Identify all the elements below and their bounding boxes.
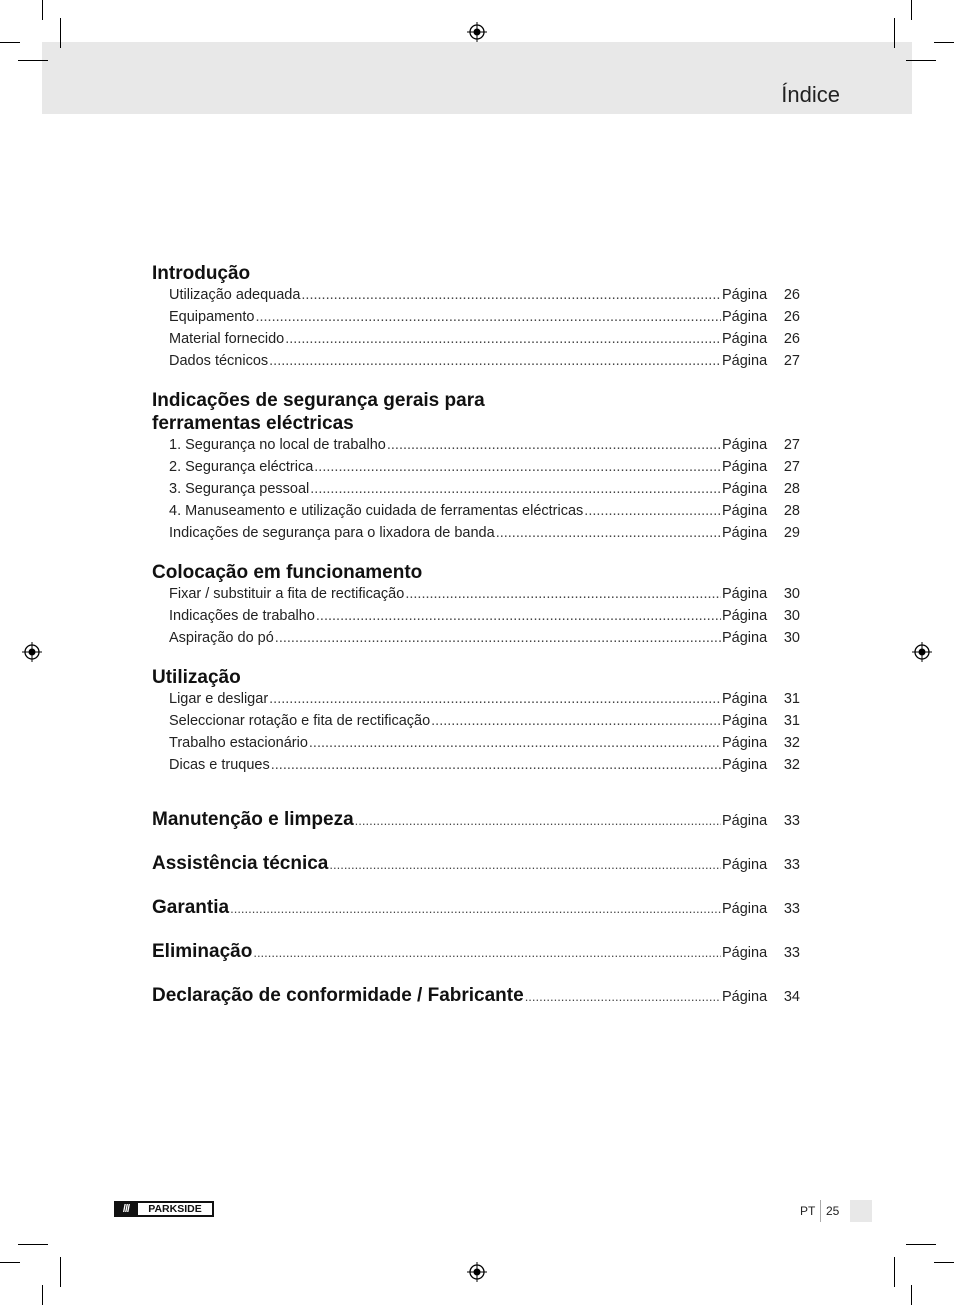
page-word: Página [722, 813, 768, 829]
page-number: 27 [783, 459, 800, 475]
leader-dots [310, 481, 721, 497]
toc-heading-entry[interactable] [152, 897, 800, 929]
entry-page [722, 630, 800, 646]
page-number: 28 [783, 481, 800, 497]
crop-mark [42, 1285, 43, 1305]
page-word: Página [722, 901, 768, 917]
entry-page [722, 901, 800, 917]
toc-entry[interactable] [152, 630, 800, 652]
page-word: Página [722, 459, 768, 475]
page-word: Página [722, 353, 768, 369]
toc-entry[interactable] [152, 757, 800, 779]
registration-mark-icon [22, 642, 42, 662]
entry-label: Ligar e desligar [169, 691, 269, 707]
page-number: 33 [783, 901, 800, 917]
crop-mark [0, 42, 20, 43]
page-word: Página [722, 309, 768, 325]
toc-entry[interactable] [152, 525, 800, 547]
entry-label: Equipamento [169, 309, 255, 325]
entry-page [722, 287, 800, 303]
page-number: 28 [783, 503, 800, 519]
leader-dots [255, 309, 721, 325]
toc-entry[interactable] [152, 331, 800, 353]
entry-page [722, 331, 800, 347]
leader-dots [253, 945, 721, 960]
entry-label: Indicações de segurança para o lixadora de banda [169, 525, 495, 541]
leader-dots [431, 713, 721, 729]
entry-page [722, 945, 800, 961]
toc-entry[interactable] [152, 503, 800, 525]
page-number: 26 [783, 331, 800, 347]
page-number: 33 [783, 857, 800, 873]
leader-dots [285, 331, 721, 347]
entry-page [722, 813, 800, 829]
footer-page-number: 25 [826, 1204, 840, 1218]
page-title: Índice [781, 82, 840, 107]
toc-entry[interactable] [152, 691, 800, 713]
toc-entry[interactable] [152, 353, 800, 375]
crop-mark [60, 1257, 61, 1287]
entry-label: Indicações de trabalho [169, 608, 315, 624]
leader-dots [584, 503, 721, 519]
section-title: Colocação em funcionamento [152, 562, 423, 583]
leader-dots [316, 608, 721, 624]
page-number: 31 [783, 691, 800, 707]
crop-mark [894, 18, 895, 48]
logo-text: PARKSIDE [138, 1203, 212, 1215]
crop-mark [894, 1257, 895, 1287]
entry-page [722, 525, 800, 541]
entry-page [722, 857, 800, 873]
crop-mark [18, 60, 48, 61]
entry-label: 3. Segurança pessoal [169, 481, 310, 497]
entry-label: Seleccionar rotação e fita de rectificação [169, 713, 431, 729]
footer-divider [820, 1200, 821, 1222]
entry-page [722, 503, 800, 519]
leader-dots [329, 857, 721, 872]
page-word: Página [722, 989, 768, 1005]
heading-label: Assistência técnica [152, 853, 329, 874]
page-word: Página [722, 586, 768, 602]
crop-mark [60, 18, 61, 48]
heading-label: Garantia [152, 897, 230, 918]
page-number: 30 [783, 608, 800, 624]
page-number: 27 [783, 353, 800, 369]
leader-dots [309, 735, 721, 751]
leader-dots [405, 586, 721, 602]
entry-page [722, 437, 800, 453]
leader-dots [230, 901, 721, 916]
page-word: Página [722, 503, 768, 519]
toc-section-utilizacao [152, 666, 800, 779]
toc-entry[interactable] [152, 309, 800, 331]
toc-entry[interactable] [152, 287, 800, 309]
crop-mark [42, 0, 43, 20]
leader-dots [301, 287, 721, 303]
page-number: 32 [783, 735, 800, 751]
entry-label: Aspiração do pó [169, 630, 274, 646]
page-word: Página [722, 945, 768, 961]
heading-label: Eliminação [152, 941, 253, 962]
entry-page [722, 989, 800, 1005]
crop-mark [911, 1285, 912, 1305]
toc-entry[interactable] [152, 713, 800, 735]
registration-mark-icon [467, 22, 487, 42]
entry-label: Dados técnicos [169, 353, 269, 369]
page-number: 32 [783, 757, 800, 773]
section-title: Introdução [152, 263, 251, 284]
page-word: Página [722, 857, 768, 873]
crop-mark [906, 1244, 936, 1245]
page-number: 33 [783, 813, 800, 829]
page-word: Página [722, 437, 768, 453]
toc-entry[interactable] [152, 459, 800, 481]
crop-mark [0, 1262, 20, 1263]
page-number: 31 [783, 713, 800, 729]
entry-page [722, 353, 800, 369]
crop-mark [911, 0, 912, 20]
leader-dots [275, 630, 721, 646]
page-word: Página [722, 691, 768, 707]
toc-section-seguranca [152, 389, 800, 547]
page-word: Página [722, 525, 768, 541]
crop-mark [934, 1262, 954, 1263]
crop-mark [906, 60, 936, 61]
page-word: Página [722, 481, 768, 497]
page-number: 29 [783, 525, 800, 541]
entry-page [722, 608, 800, 624]
table-of-contents [152, 262, 800, 1029]
leader-dots [269, 691, 721, 707]
page-number: 26 [783, 287, 800, 303]
registration-mark-icon [467, 1262, 487, 1282]
leader-dots [387, 437, 721, 453]
toc-heading-entry[interactable] [152, 853, 800, 885]
toc-entry[interactable] [152, 586, 800, 608]
entry-label: Fixar / substituir a fita de rectificação [169, 586, 405, 602]
section-title: Utilização [152, 667, 241, 688]
toc-heading-entry[interactable] [152, 941, 800, 973]
entry-label: Dicas e truques [169, 757, 270, 773]
entry-page [722, 459, 800, 475]
entry-label: 2. Segurança eléctrica [169, 459, 314, 475]
entry-page [722, 735, 800, 751]
leader-dots [496, 525, 721, 541]
toc-entry[interactable] [152, 481, 800, 503]
toc-entry[interactable] [152, 735, 800, 757]
logo-stripes: /// [122, 1203, 130, 1215]
page-word: Página [722, 331, 768, 347]
leader-dots [269, 353, 721, 369]
leader-dots [525, 989, 721, 1004]
heading-label: Manutenção e limpeza [152, 809, 354, 830]
section-title-line2: ferramentas eléctricas [152, 413, 354, 434]
page-number: 34 [783, 989, 800, 1005]
toc-heading-entry[interactable] [152, 809, 800, 841]
entry-label: 4. Manuseamento e utilização cuidada de ferramentas eléctricas [169, 503, 584, 519]
registration-mark-icon [912, 642, 932, 662]
crop-mark [18, 1244, 48, 1245]
entry-label: Utilização adequada [169, 287, 301, 303]
toc-entry[interactable] [152, 608, 800, 630]
page-word: Página [722, 608, 768, 624]
page-number: 33 [783, 945, 800, 961]
page-word: Página [722, 713, 768, 729]
entry-label: 1. Segurança no local de trabalho [169, 437, 386, 453]
toc-heading-entry[interactable] [152, 985, 800, 1017]
page-word: Página [722, 630, 768, 646]
entry-page [722, 586, 800, 602]
page-number: 30 [783, 630, 800, 646]
page-word: Página [722, 757, 768, 773]
toc-section-colocacao [152, 561, 800, 652]
entry-page [722, 309, 800, 325]
crop-mark [934, 42, 954, 43]
footer-language: PT [800, 1204, 816, 1218]
section-title-line1: Indicações de segurança gerais para [152, 390, 485, 411]
heading-label: Declaração de conformidade / Fabricante [152, 985, 524, 1006]
entry-label: Material fornecido [169, 331, 285, 347]
page-number: 26 [783, 309, 800, 325]
entry-page [722, 757, 800, 773]
page-number: 30 [783, 586, 800, 602]
page-word: Página [722, 287, 768, 303]
entry-page [722, 481, 800, 497]
entry-page [722, 713, 800, 729]
leader-dots [355, 813, 721, 828]
page-number: 27 [783, 437, 800, 453]
footer-box [850, 1200, 872, 1222]
entry-page [722, 691, 800, 707]
toc-entry[interactable] [152, 437, 800, 459]
page-word: Página [722, 735, 768, 751]
toc-section-introducao [152, 262, 800, 375]
leader-dots [314, 459, 721, 475]
leader-dots [271, 757, 721, 773]
entry-label: Trabalho estacionário [169, 735, 308, 751]
parkside-logo [114, 1201, 214, 1217]
section-title [152, 389, 800, 435]
